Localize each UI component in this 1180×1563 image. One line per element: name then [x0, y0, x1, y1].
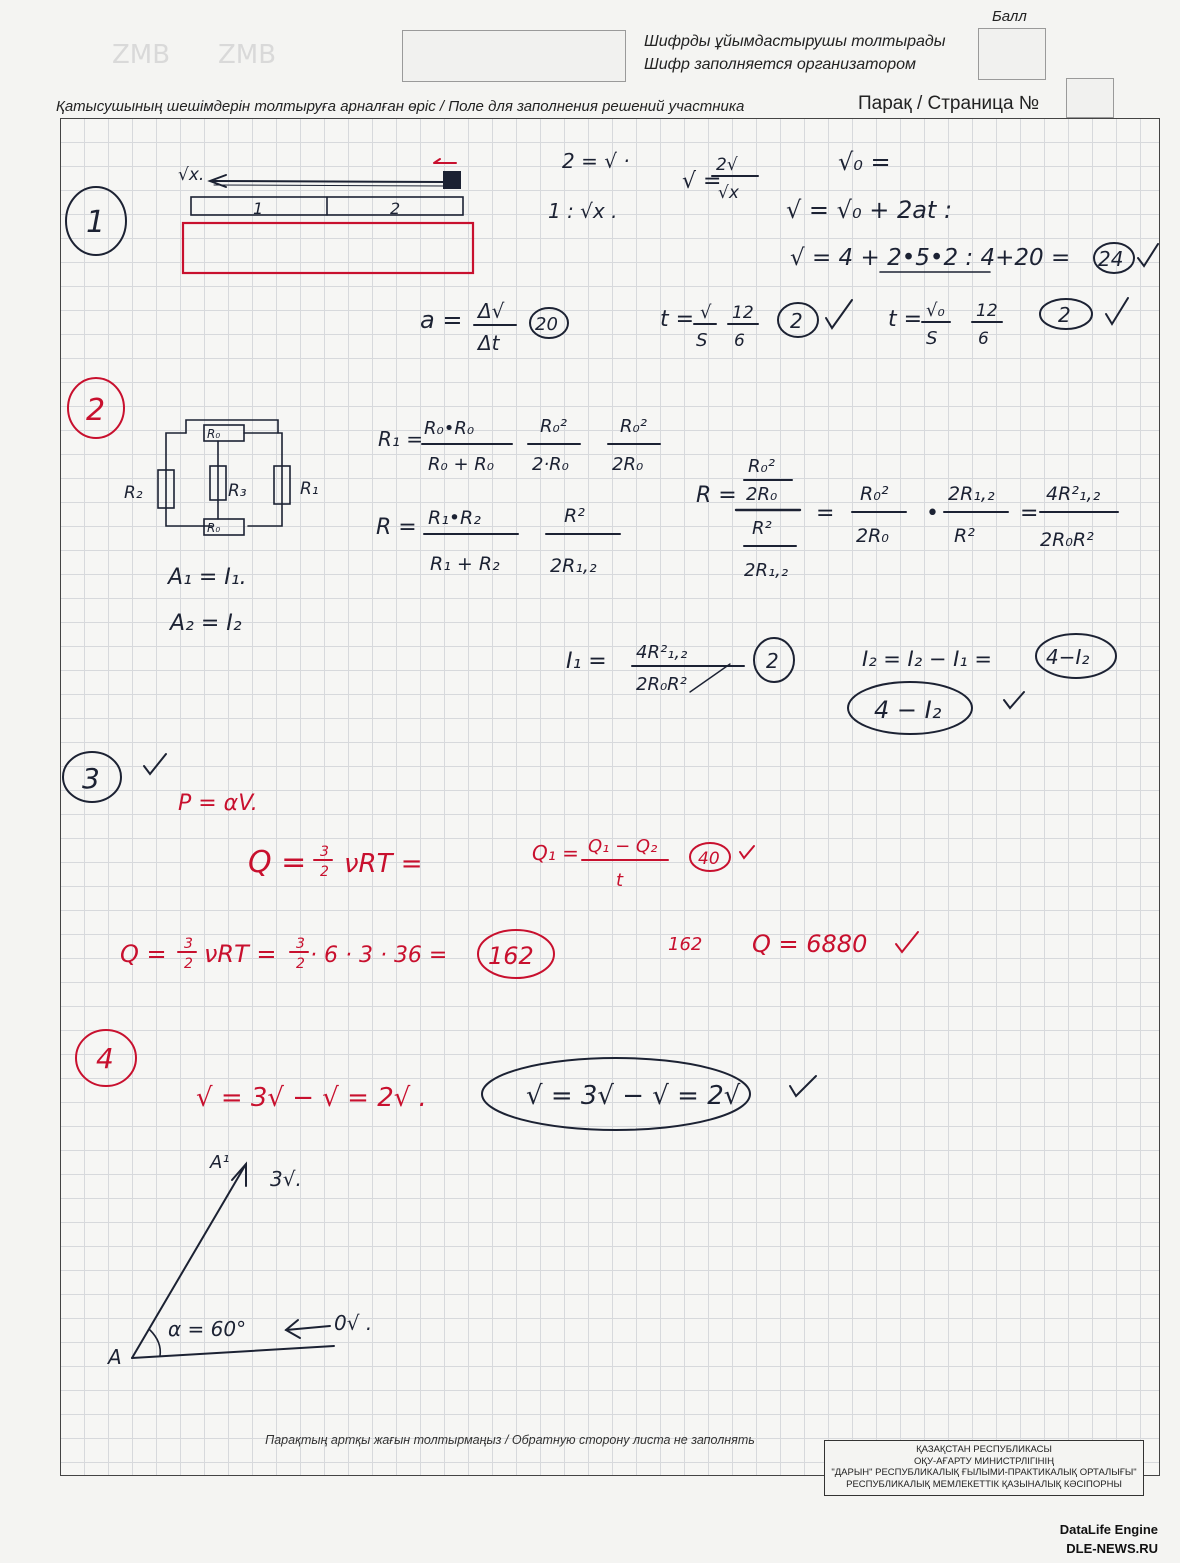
task1-a-den: Δt: [478, 331, 500, 355]
task1-eq-v0: √₀ =: [838, 148, 891, 176]
watermark-line-2: DLE-NEWS.RU: [1066, 1541, 1158, 1556]
task3-eq-p: P = αV.: [178, 791, 258, 816]
task1-t2-lhs: t =: [888, 307, 923, 332]
task2-answer-2: 2: [766, 649, 779, 673]
task4-number: 4: [96, 1042, 114, 1075]
task-4: [76, 1030, 816, 1369]
task2-r1-f2-den: 2·R₀: [532, 454, 569, 475]
task2-r-num: R₁•R₂: [428, 507, 481, 529]
task1-number: 1: [86, 205, 106, 240]
task1-a-num: Δ√: [478, 299, 505, 323]
task1-v-den: √x: [718, 183, 739, 203]
task2-big-res-num: 4R²₁,₂: [1046, 483, 1101, 505]
resistor-r2-label: R₂: [124, 483, 143, 503]
task1-eq-a: 2 = √ ·: [562, 149, 630, 173]
task3-q2-frac2-num: 3: [296, 936, 305, 952]
task4-label-a: A: [108, 1345, 122, 1369]
task1-eq-v: √ = √₀ + 2at :: [786, 196, 953, 224]
footer-note: Парақтың артқы жағын толтырмаңыз / Обратную сторону листа не заполнять: [265, 1433, 755, 1447]
stamp-line-2: ОҚУ-АҒАРТУ МИНИСТРЛІГІНІҢ: [914, 1455, 1054, 1467]
stamp-line-3: "ДАРЫН" РЕСПУБЛИКАЛЫҚ ҒЫЛЫМИ-ПРАКТИКАЛЫҚ ОРТАЛЫҒЫ": [831, 1467, 1137, 1478]
task3-q-rhs: νRT =: [344, 849, 423, 879]
task4-label-alpha: α = 60°: [168, 1317, 247, 1341]
task3-q2-frac-num: 3: [184, 936, 193, 952]
task1-red-box: [183, 223, 473, 273]
task2-i1-lhs: I₁ =: [566, 649, 607, 674]
task1-t1-den2: 6: [734, 331, 745, 351]
task2-r1-num: R₀•R₀: [424, 418, 475, 439]
faint-mark-1: ZMB: [112, 40, 171, 70]
task3-number: 3: [82, 762, 100, 795]
task4-eq-v: √ = 3√ − √ = 2√ .: [196, 1083, 427, 1113]
task1-t2-den: S: [926, 328, 938, 349]
field-caption: Қатысушының шешімдерін толтыруға арналған өріс / Поле для заполнения решений участника: [56, 98, 745, 115]
task2-a1: A₁ = I₁.: [168, 565, 247, 590]
task1-a-lhs: a =: [420, 306, 463, 334]
task4-label-a1: A¹: [210, 1152, 230, 1173]
task1-label-vx: √x.: [178, 165, 205, 185]
task2-r-f2-den: 2R₁,₂: [550, 555, 597, 577]
task2-answer-i2-big: 4 − I₂: [874, 696, 942, 724]
institution-stamp: [824, 1440, 1144, 1496]
task4-vector-0v: [286, 1326, 330, 1330]
task2-big-lhs: R =: [696, 483, 737, 508]
stamp-line-4: РЕСПУБЛИКАЛЫҚ МЕМЛЕКЕТТІК ҚАЗЫНАЛЫҚ КӘСІПОРНЫ: [846, 1478, 1122, 1490]
task2-r1-den: R₀ + R₀: [428, 454, 494, 475]
task1-eq-b: 1 : √x .: [548, 199, 618, 223]
task2-answer-i2-small: 4−I₂: [1046, 645, 1090, 669]
task4-label-0v: 0√ .: [334, 1311, 373, 1335]
task2-r1-f3-den: 2R₀: [612, 454, 644, 475]
task-3: [63, 752, 918, 978]
score-label: Балл: [992, 8, 1027, 25]
task2-check: [1004, 692, 1024, 708]
task2-big-m2-num: 2R₁,₂: [948, 483, 995, 505]
task3-check-number: [144, 754, 166, 774]
task1-seg1: 1: [253, 199, 264, 218]
task1-t1-lhs: t =: [660, 307, 695, 332]
task2-big-top-den: 2R₀: [746, 484, 778, 505]
task3-q-frac-num: 3: [320, 844, 329, 860]
task3-q1-lhs: Q₁ =: [532, 841, 579, 865]
task3-q2-lhs: Q =: [120, 940, 167, 968]
stamp-line-1: ҚАЗАҚСТАН РЕСПУБЛИКАСЫ: [916, 1444, 1052, 1455]
task2-big-top-num: R₀²: [748, 456, 775, 477]
task2-big-m1-den: 2R₀: [856, 525, 889, 547]
task1-block: [444, 172, 460, 188]
task3-q-lhs: Q =: [248, 845, 307, 880]
task4-label-3v: 3√.: [270, 1167, 302, 1191]
task2-big-bot-num: R²: [752, 518, 772, 539]
task2-r1-lhs: R₁ =: [378, 427, 424, 451]
cipher-note-ru: Шифр заполняется организатором: [644, 56, 916, 73]
task2-number: 2: [86, 393, 106, 428]
task3-q2-frac2-den: 2: [296, 956, 305, 972]
resistor-r0-top-label: R₀: [207, 427, 221, 441]
task3-check-40: [740, 846, 754, 858]
task1-t1-num2: 12: [732, 303, 754, 323]
task3-note-162: 162: [668, 934, 703, 955]
task4-check: [790, 1076, 816, 1096]
task3-answer-40: 40: [698, 849, 720, 869]
task3-q2-mid: νRT =: [204, 940, 277, 968]
faint-mark-2: ZMB: [218, 40, 277, 70]
circuit-wires: [166, 433, 282, 526]
task2-r-f2-num: R²: [564, 505, 585, 527]
task1-t1-den: S: [696, 330, 708, 351]
task-1: [66, 148, 1158, 355]
task2-big-m2-den: R²: [954, 525, 975, 547]
task2-big-m1-num: R₀²: [860, 483, 889, 505]
task1-check-24: [1138, 244, 1158, 266]
task3-q2-frac-den: 2: [184, 956, 193, 972]
task1-answer-24: 24: [1098, 247, 1124, 271]
task2-big-res-den: 2R₀R²: [1040, 529, 1094, 551]
task2-big-bot-den: 2R₁,₂: [744, 560, 789, 581]
task1-eq-calc: √ = 4 + 2•5•2 : 4+20 =: [790, 245, 1071, 271]
task1-v-lhs: √ =: [682, 169, 722, 194]
task3-q1-den: t: [616, 870, 624, 891]
task2-i2-expr: I₂ = I₂ − I₁ =: [862, 647, 992, 671]
task2-r1-f3-num: R₀²: [620, 416, 647, 437]
task2-i1-den: 2R₀R²: [636, 674, 687, 695]
task1-t2-den2: 6: [978, 329, 989, 349]
task2-r1-f2-num: R₀²: [540, 416, 567, 437]
task3-q2-calc: · 6 · 3 · 36 =: [310, 943, 448, 968]
task1-check-2a: [826, 300, 852, 328]
task1-v-num: 2√: [716, 155, 738, 175]
task2-a2: A₂ = I₂: [170, 611, 242, 636]
cipher-note-kz: Шифрды ұйымдастырушы толтырады: [644, 33, 946, 50]
task3-q-final: Q = 6880: [752, 930, 868, 958]
resistor-r1-label: R₁: [300, 479, 319, 499]
task3-answer-162: 162: [488, 942, 534, 970]
task3-q-frac-den: 2: [320, 864, 329, 880]
task-2: [68, 378, 1118, 734]
task2-i1-num: 4R²₁,₂: [636, 642, 688, 663]
resistor-r3-label: R₃: [228, 481, 247, 501]
task4-base-line: [132, 1346, 334, 1358]
task1-small-arrow: [434, 159, 456, 163]
task2-r-lhs: R =: [376, 515, 417, 540]
task1-answer-20: 20: [535, 314, 558, 335]
task1-track-line: [212, 181, 446, 182]
task1-answer-2b: 2: [1058, 303, 1071, 327]
task2-r-den: R₁ + R₂: [430, 553, 500, 575]
watermark-line-1: DataLife Engine: [1059, 1522, 1158, 1537]
svg-text:•: •: [926, 501, 939, 526]
svg-text:=: =: [1020, 501, 1039, 526]
task1-t1-num: √: [700, 302, 712, 323]
task4-answer: √ = 3√ − √ = 2√: [526, 1081, 741, 1111]
page-label: Парақ / Страница №: [858, 93, 1040, 114]
task4-angle-arc: [150, 1330, 160, 1356]
task1-seg2: 2: [390, 199, 401, 218]
resistor-r0-bottom-label: R₀: [207, 521, 221, 535]
task1-t2-num: √₀: [926, 300, 945, 321]
task1-answer-2a: 2: [790, 309, 803, 333]
task3-q1-num: Q₁ − Q₂: [588, 836, 658, 857]
svg-text:=: =: [816, 501, 835, 526]
task1-check-2b: [1106, 298, 1128, 324]
task3-check-final: [896, 932, 918, 952]
task1-t2-num2: 12: [976, 301, 998, 321]
